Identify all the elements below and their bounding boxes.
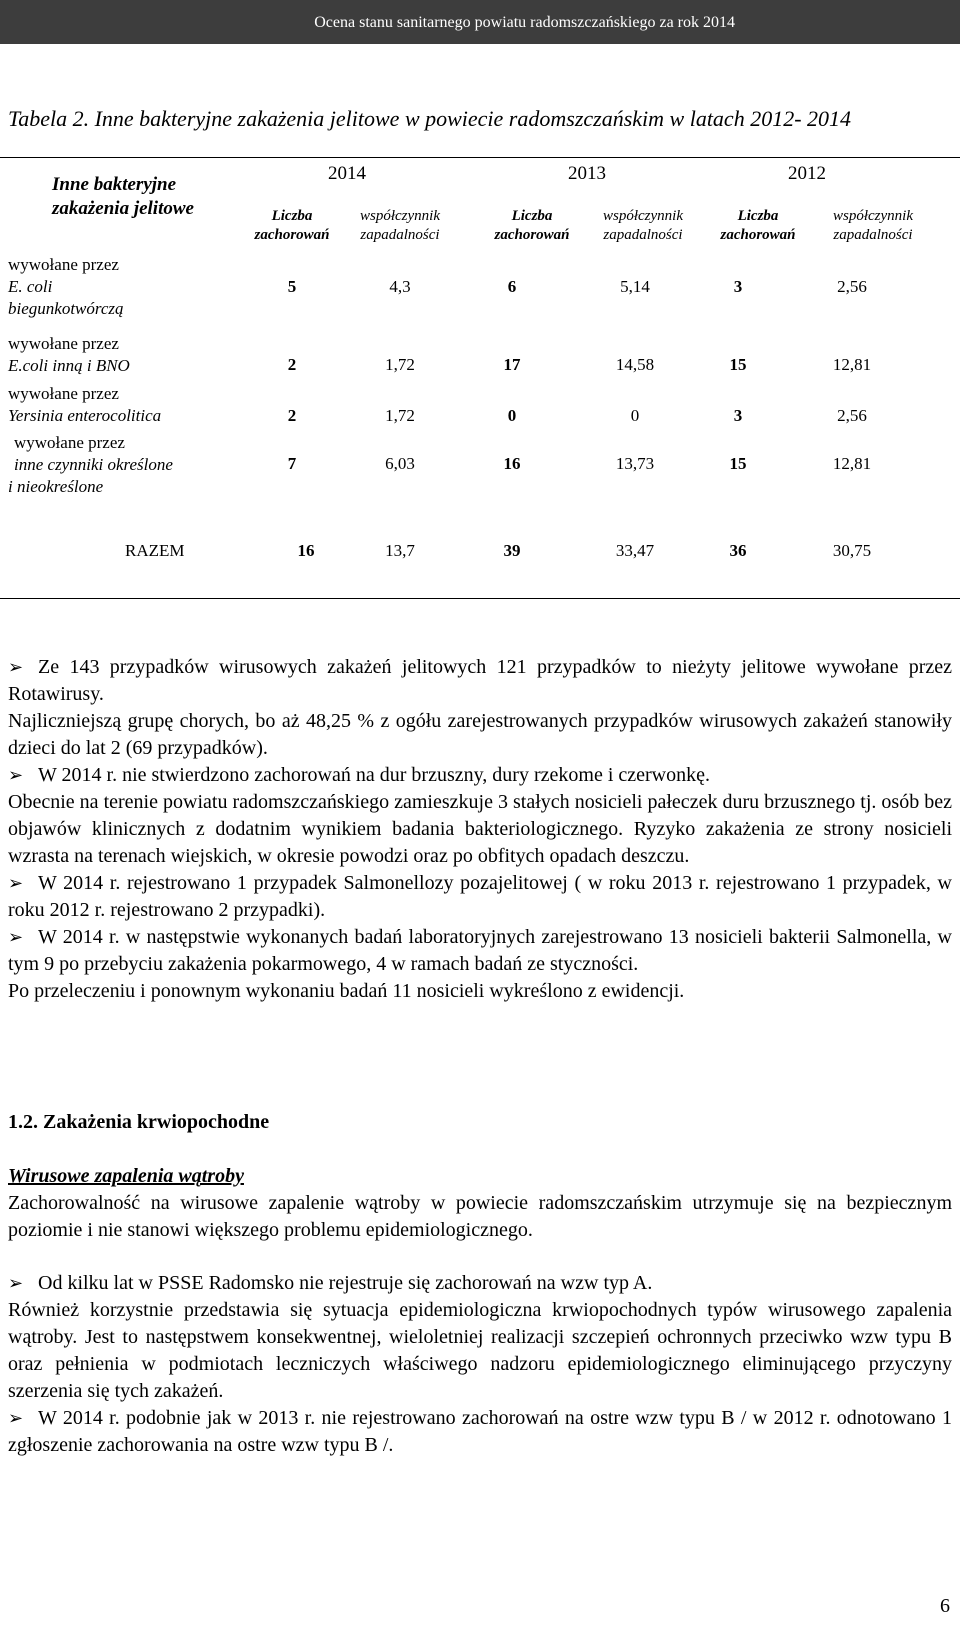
year-2013: 2013 [568,163,606,184]
table-cell: 16 [503,454,521,473]
table-cell: 14,58 [615,355,655,374]
table-cell: 1,72 [385,355,415,374]
total-label: RAZEM [125,541,185,560]
table-cell: 0 [507,406,517,425]
arrow-bullet-icon: ➢ [8,1273,24,1294]
table-cell: 2 [287,355,297,374]
body-text [8,654,952,1005]
paragraph: Również korzystnie przedstawia się sytuacja epidemiologiczna krwiopochodnych typów wirusowego zapalenia wątroby. Jest to następstwem konsekwentnej, wieloletniej realizacji szczepień ochronnych przeciwko wzw typu B oraz pełnienia w podmiotach leczniczych właściwego nadzoru epidemiologicznego eliminującego przyczyny szerzenia się tych zakażeń. [8,1299,952,1402]
col-count-2013: Liczba zachorowań [494,208,570,243]
col-rate-2014: współczynnik zapadalności [360,208,440,243]
row-label-ecoli-diarrheal: wywołane przez E. coli biegunkotwórczą [8,255,124,318]
table-caption: Tabela 2. Inne bakteryjne zakażenia jelitowe w powiecie radomszczańskim w latach 2012- 2014 [8,106,852,131]
table-cell: 2 [287,406,297,425]
table-cell: 15 [729,454,747,473]
paragraph: ➢ W 2014 r. w następstwie wykonanych badań laboratoryjnych zarejestrowano 13 nosicieli bakterii Salmonella, w tym 9 po przebyciu zakażenia pokarmowego, 4 w ramach badań ze styczności. [8,926,952,975]
table-cell: 15 [729,355,747,374]
col-rate-2013: współczynnik zapadalności [603,208,683,243]
table-cell: 2,56 [837,277,867,296]
year-2012: 2012 [788,163,826,184]
subsection-title: Wirusowe zapalenia wątroby [8,1165,244,1187]
table-cell: 30,75 [832,541,872,560]
paragraph: Najliczniejszą grupę chorych, bo aż 48,25 % z ogółu zarejestrowanych przypadków wirusowych zakażeń stanowiły dzieci do lat 2 (69 przypadków). [8,710,952,759]
section-title: 1.2. Zakażenia krwiopochodne [8,1111,270,1133]
arrow-bullet-icon: ➢ [8,657,24,678]
table-cell: 3 [733,277,743,296]
table-cell: 6 [507,277,517,296]
col-count-2014: Liczba zachorowań [254,208,330,243]
table-cell: 7 [287,454,297,473]
table-bottom-rule [0,598,960,599]
running-title: Ocena stanu sanitarnego powiatu radomszczańskiego za rok 2014 [314,14,735,31]
col-rate-2012: współczynnik zapadalności [833,208,913,243]
table-cell: 2,56 [837,406,867,425]
table-cell: 5 [287,277,297,296]
paragraph: Po przeleczeniu i ponownym wykonaniu badań 11 nosicieli wykreślono z ewidencji. [8,980,685,1002]
paragraph: ➢ Ze 143 przypadków wirusowych zakażeń jelitowych 121 przypadków to nieżyty jelitowe wywołane przez Rotawirusy. [8,656,952,705]
arrow-bullet-icon: ➢ [8,927,24,948]
table-cell: 33,47 [615,541,655,560]
section-heading [8,1109,952,1136]
table-top-rule [0,157,960,158]
table-cell: 5,14 [620,277,650,296]
paragraph: ➢ W 2014 r. nie stwierdzono zachorowań na dur brzuszny, dury rzekome i czerwonkę. [8,762,952,789]
year-2014: 2014 [328,163,366,184]
infections-table [0,157,960,599]
row-label-ecoli-other: wywołane przez E.coli inną i BNO [8,334,130,375]
table-cell: 17 [503,355,521,374]
table-cell: 3 [733,406,743,425]
table-cell: 13,73 [615,454,655,473]
paragraph: ➢ W 2014 r. podobnie jak w 2013 r. nie rejestrowano zachorowań na ostre wzw typu B / w 2012 r. odnotowano 1 zgłoszenie zachorowania na ostre wzw typu B /. [8,1407,952,1456]
col-count-2012: Liczba zachorowań [720,208,796,243]
table-cell: 0 [630,406,640,425]
arrow-bullet-icon: ➢ [8,1408,24,1429]
table-cell: 12,81 [832,355,872,374]
table-cell: 4,3 [389,277,411,296]
paragraph: Obecnie na terenie powiatu radomszczańskiego zamieszkuje 3 stałych nosicieli pałeczek duru brzusznego tj. osób bez objawów klinicznych z dodatnim wynikiem badania bakteriologicznego. Ryzyko zakażenia ze strony nosicieli wzrasta na terenach wiejskich, w okresie powodzi oraz po obfitych opadach deszczu. [8,791,952,867]
arrow-bullet-icon: ➢ [8,765,24,786]
paragraph: ➢ W 2014 r. rejestrowano 1 przypadek Salmonellozy pozajelitowej ( w roku 2013 r. rejestrowano 1 przypadek, w roku 2012 r. rejestrowano 2 przypadki). [8,872,952,921]
paragraph: ➢ Od kilku lat w PSSE Radomsko nie rejestruje się zachorowań na wzw typ A. [8,1270,952,1297]
section-body-2 [8,1270,952,1459]
table-cell: 16 [297,541,315,560]
paragraph: Zachorowalność na wirusowe zapalenie wątroby w powiecie radomszczańskim utrzymuje się na bezpiecznym poziomie i nie stanowi większego problemu epidemiologicznego. [8,1192,952,1241]
row-label-yersinia: wywołane przez Yersinia enterocolitica [8,384,162,425]
arrow-bullet-icon: ➢ [8,873,24,894]
running-header [0,0,960,44]
page-number: 6 [940,1595,950,1617]
table-cell: 1,72 [385,406,415,425]
section-body [8,1163,952,1244]
table-corner-header: Inne bakteryjne zakażenia jelitowe [52,174,194,219]
table-cell: 39 [503,541,521,560]
row-label-other-factors: wywołane przez inne czynniki określone i nieokreślone [8,433,173,496]
table-cell: 36 [729,541,747,560]
table-cell: 6,03 [385,454,415,473]
table-cell: 12,81 [832,454,872,473]
table-cell: 13,7 [385,541,415,560]
